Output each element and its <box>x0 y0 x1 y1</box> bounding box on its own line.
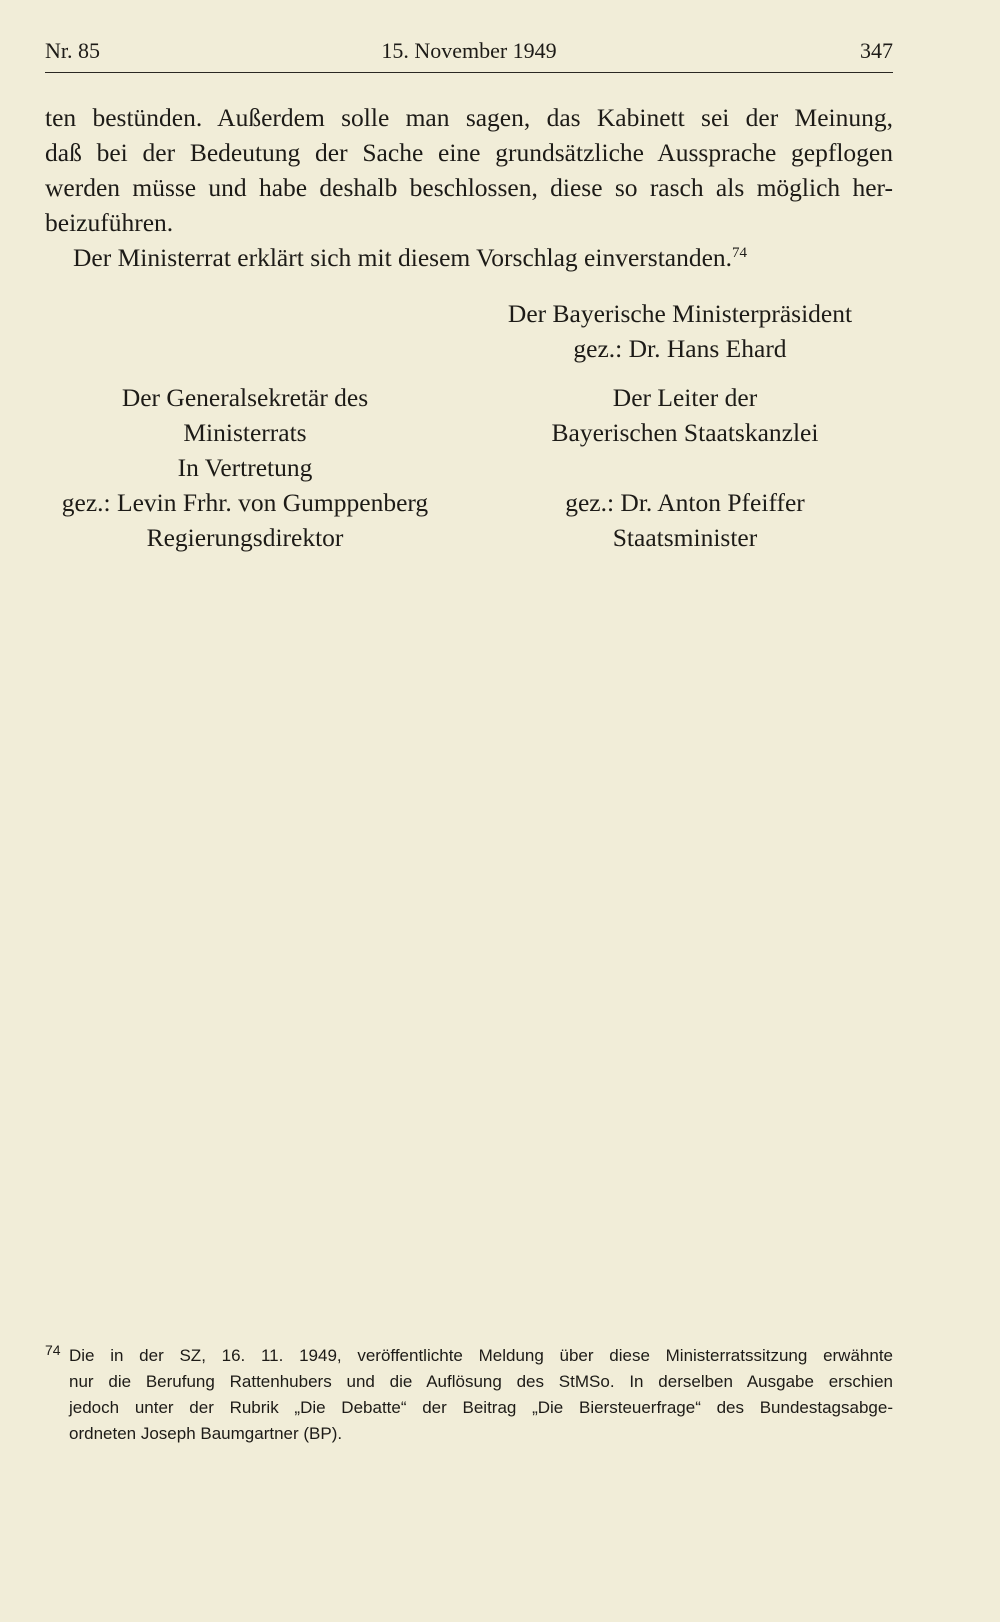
footnote-line: jedoch unter der Rubrik „Die Debatte“ der Beitrag „Die Biersteuerfrage“ des Bundestagsabge- <box>69 1398 893 1417</box>
signature-name: gez.: Dr. Anton Pfeiffer <box>565 488 805 517</box>
session-date: 15. November 1949 <box>381 38 557 63</box>
body-line: ten bestünden. Außerdem solle man sagen, das Kabinett sei der Meinung, <box>45 103 893 132</box>
document-number: Nr. 85 <box>45 38 100 63</box>
resolution-line <box>45 240 893 275</box>
running-head <box>45 38 893 72</box>
footnote-line: Die in der SZ, 16. 11. 1949, veröffentlichte Meldung über diese Ministerratssitzung erwähnte <box>69 1346 893 1365</box>
signature-rank: Regierungsdirektor <box>146 523 344 552</box>
signature-name: gez.: Levin Frhr. von Gumppenberg <box>61 488 429 517</box>
footnote-line: nur die Berufung Rattenhubers und die Auflösung des StMSo. In derselben Ausgabe erschien <box>69 1372 893 1391</box>
resolution-text: Der Ministerrat erklärt sich mit diesem Vorschlag einverstanden. <box>73 243 733 272</box>
signature-title: Der Leiter der <box>612 383 758 412</box>
body-line: werden müsse und habe deshalb beschlossen, diese so rasch als möglich her- <box>45 173 893 202</box>
body-text <box>45 100 893 275</box>
signature-chancellery-head <box>500 380 870 555</box>
header-rule <box>45 72 893 73</box>
signature-title: Ministerrats <box>183 418 307 447</box>
footnote-text <box>45 1343 893 1447</box>
signature-deputy-note: In Vertretung <box>177 453 313 482</box>
signature-title: Der Generalsekretär des <box>121 383 369 412</box>
footnote-line: ordneten Joseph Baumgartner (BP). <box>69 1424 343 1443</box>
signature-minister-president <box>470 296 890 366</box>
signature-rank: Staatsminister <box>612 523 758 552</box>
body-line: beizuführen. <box>45 208 174 237</box>
body-line: daß bei der Bedeutung der Sache eine grundsätzliche Aussprache gepflogen <box>45 138 893 167</box>
signature-spacer <box>500 450 870 485</box>
signature-general-secretary <box>20 380 470 555</box>
signature-name: gez.: Dr. Hans Ehard <box>573 334 787 363</box>
page-number: 347 <box>860 38 893 63</box>
footnote-74 <box>45 1343 893 1447</box>
footnote-reference: 74 <box>732 245 748 261</box>
signature-title: Der Bayerische Ministerpräsident <box>507 299 853 328</box>
signature-title: Bayerischen Staatskanzlei <box>551 418 819 447</box>
footnote-marker: 74 <box>45 1342 61 1358</box>
